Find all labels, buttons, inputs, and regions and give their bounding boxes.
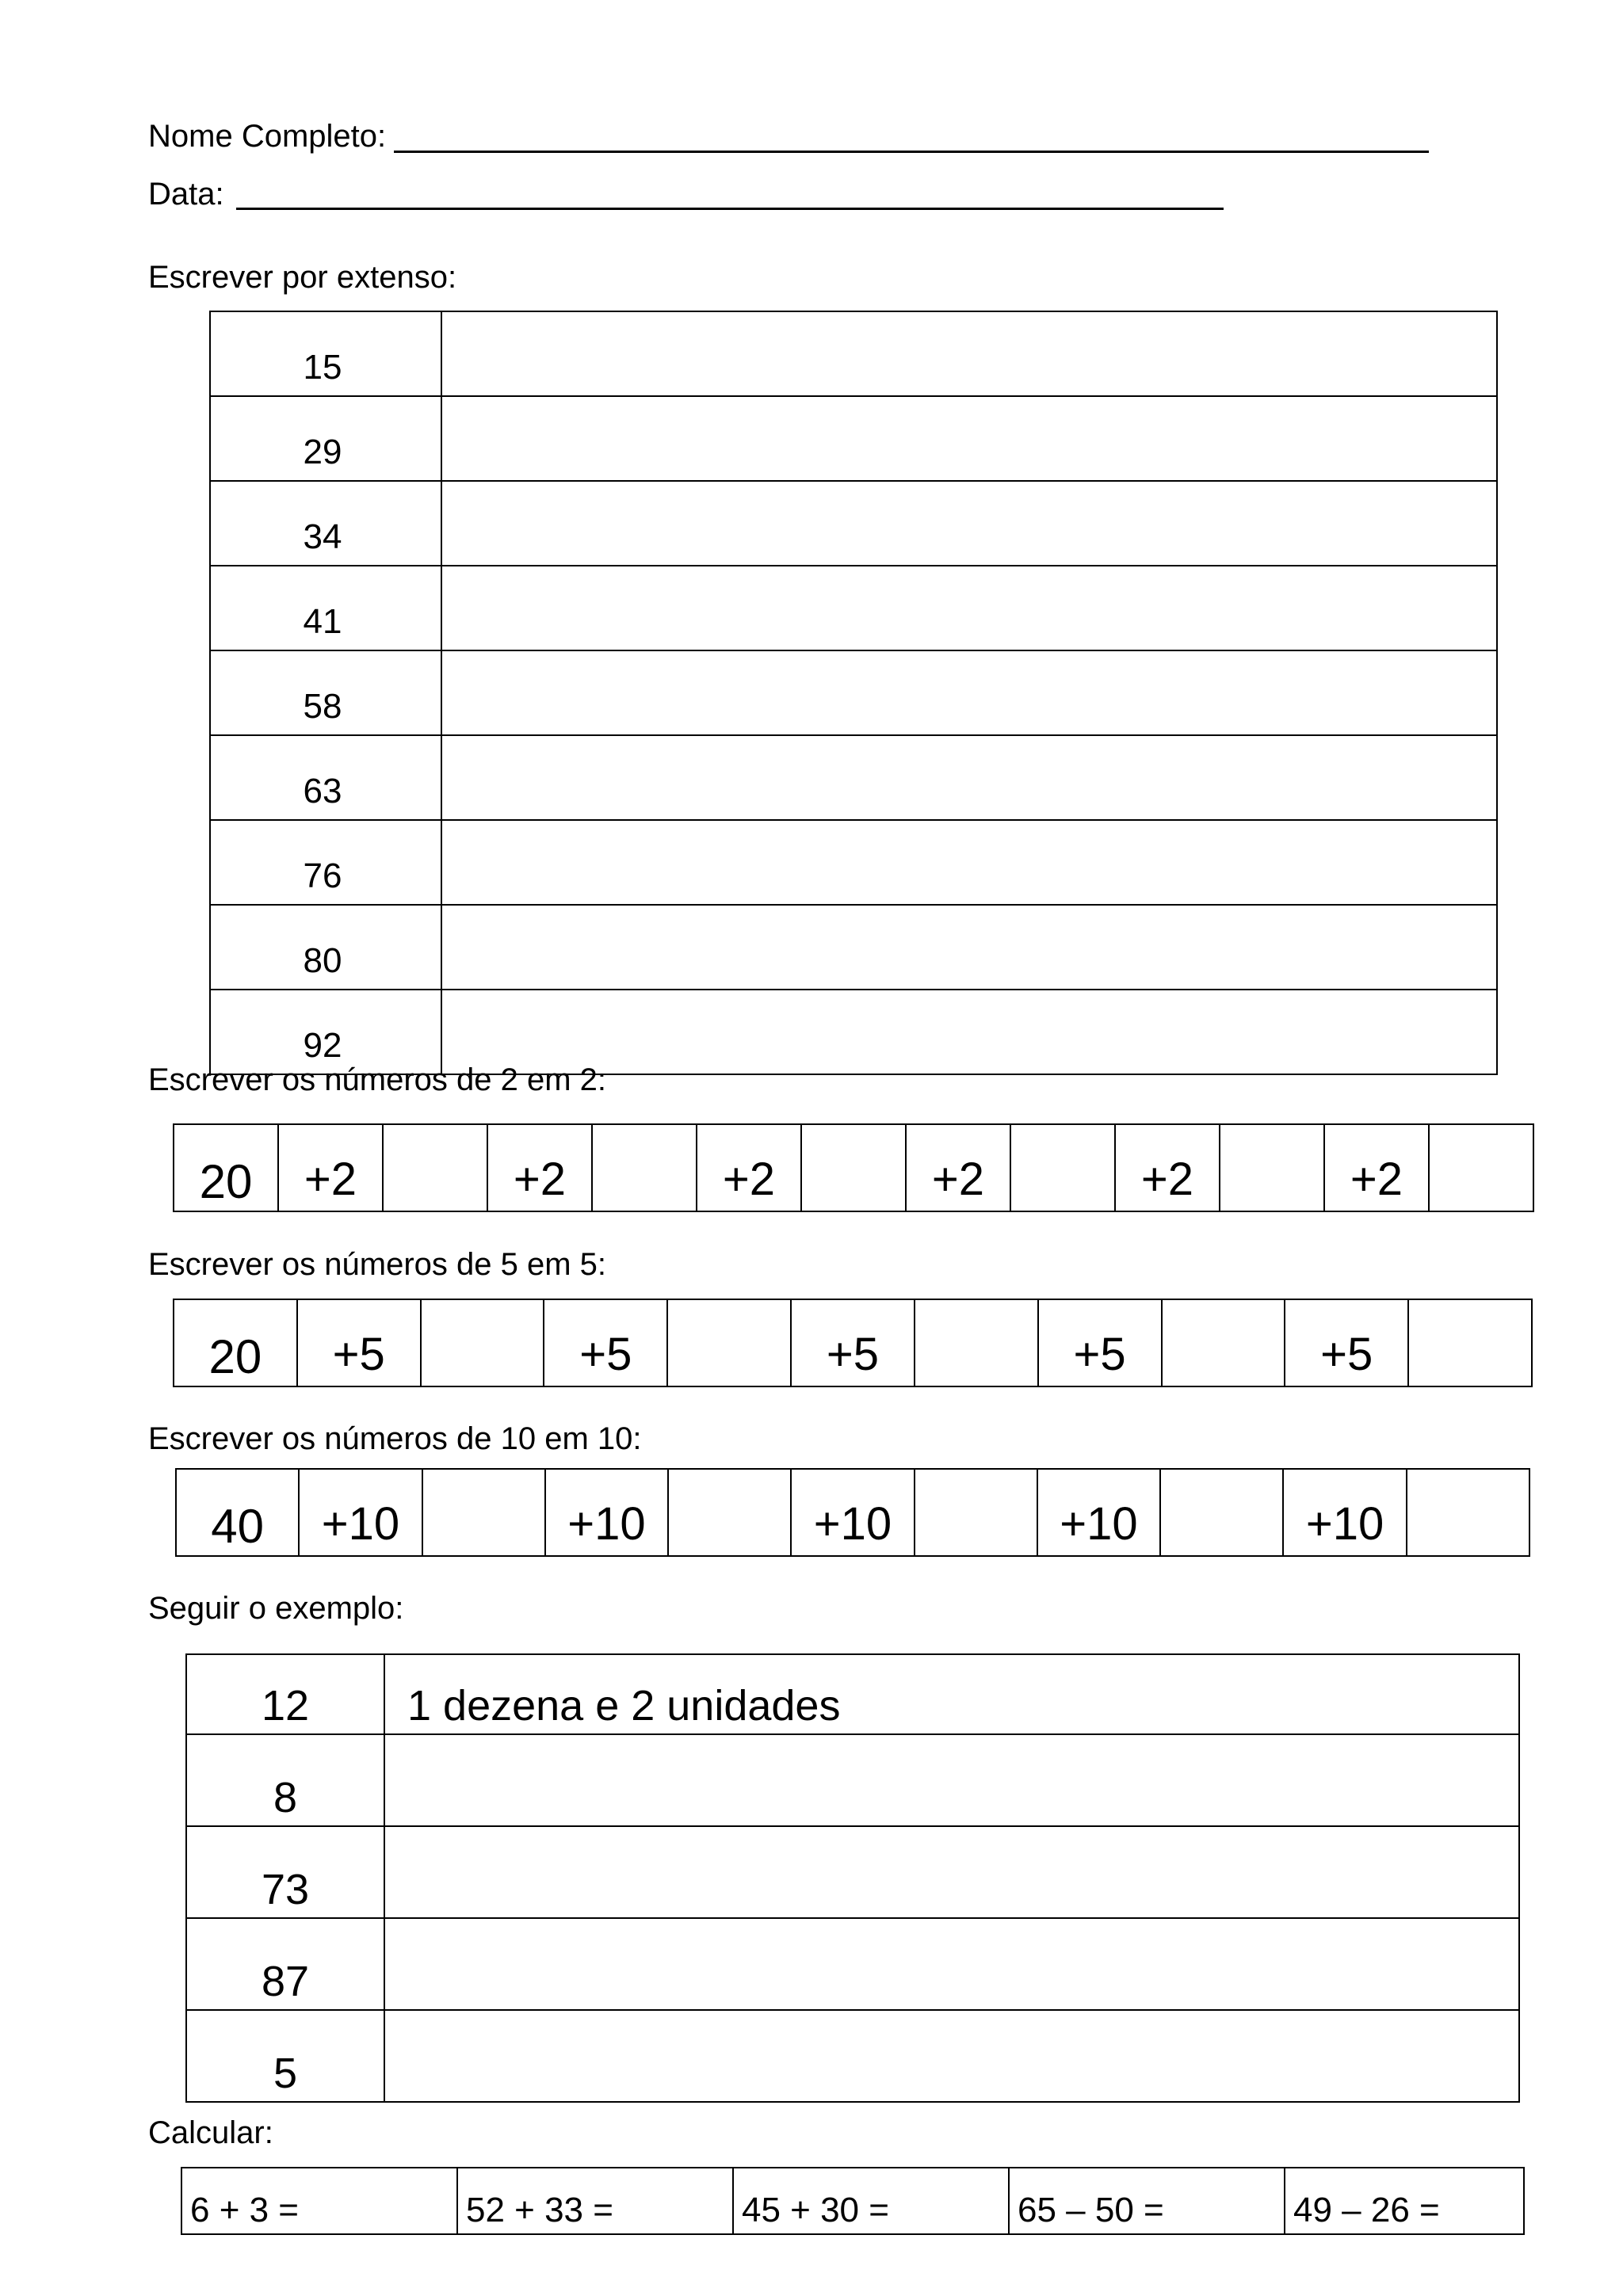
exemplo-number-cell: 5 [186,2010,384,2102]
extenso-row [210,311,1497,396]
seq10-answer-cell[interactable] [1407,1469,1529,1556]
seq5-step-cell: +5 [1038,1299,1162,1386]
extenso-row [210,481,1497,566]
extenso-answer-cell[interactable] [441,481,1497,566]
extenso-table [209,311,1498,1075]
seq10-answer-cell[interactable] [668,1469,791,1556]
exemplo-answer-cell[interactable] [384,1918,1519,2010]
calcular-title: Calcular: [148,2115,273,2150]
exemplo-number-cell: 12 [186,1654,384,1734]
date-label: Data: [148,177,224,212]
extenso-number-cell [210,820,441,905]
seq10-step-cell: +10 [791,1469,914,1556]
date-field[interactable] [236,208,1224,210]
seq2-answer-cell[interactable] [801,1124,906,1211]
seq2-answer-cell[interactable] [1010,1124,1115,1211]
extenso-answer-cell[interactable] [441,650,1497,735]
seq2-step-cell: +2 [906,1124,1010,1211]
extenso-number: 41 [303,602,342,641]
extenso-answer-cell[interactable] [441,396,1497,481]
seq2-step-cell: +2 [1324,1124,1429,1211]
calc-cell[interactable]: 65 – 50 = [1009,2168,1285,2234]
exemplo-number-cell: 73 [186,1826,384,1918]
seq5-answer-cell[interactable] [915,1299,1038,1386]
seq5-table [173,1299,1533,1387]
extenso-answer-cell[interactable] [441,566,1497,650]
seq5-title: Escrever os números de 5 em 5: [148,1247,607,1282]
seq10-answer-cell[interactable] [422,1469,545,1556]
exemplo-title: Seguir o exemplo: [148,1591,404,1626]
extenso-answer-cell[interactable] [441,820,1497,905]
extenso-number-cell [210,311,441,396]
exemplo-row [186,1654,1519,1734]
extenso-number: 63 [303,772,342,810]
seq2-step-cell: +2 [278,1124,383,1211]
extenso-row [210,396,1497,481]
extenso-row [210,566,1497,650]
extenso-answer-cell[interactable] [441,905,1497,990]
exemplo-table [185,1653,1520,2103]
seq5-step-cell: +5 [297,1299,421,1386]
exemplo-row [186,1826,1519,1918]
exemplo-row [186,1734,1519,1826]
calc-cell[interactable]: 49 – 26 = [1285,2168,1524,2234]
seq10-table [175,1468,1530,1557]
exemplo-answer-cell[interactable] [384,1826,1519,1918]
extenso-number: 80 [303,941,342,980]
extenso-number: 58 [303,687,342,726]
seq2-title: Escrever os números de 2 em 2: [148,1062,607,1097]
exemplo-row [186,2010,1519,2102]
exemplo-row [186,1918,1519,2010]
extenso-answer-cell[interactable] [441,990,1497,1074]
seq10-step-cell: +10 [1283,1469,1406,1556]
seq5-step-cell: +5 [791,1299,915,1386]
seq10-start-cell: 40 [176,1469,299,1556]
extenso-number-cell [210,481,441,566]
seq10-title: Escrever os números de 10 em 10: [148,1421,642,1456]
extenso-row [210,905,1497,990]
seq2-answer-cell[interactable] [1220,1124,1324,1211]
seq2-answer-cell[interactable] [592,1124,697,1211]
extenso-number: 15 [303,348,342,387]
seq10-answer-cell[interactable] [915,1469,1037,1556]
extenso-number-cell [210,990,441,1074]
extenso-number: 29 [303,433,342,471]
exemplo-example-text: 1 dezena e 2 unidades [384,1654,1519,1734]
extenso-answer-cell[interactable] [441,311,1497,396]
extenso-number-cell [210,905,441,990]
exemplo-number-cell: 87 [186,1918,384,2010]
calcular-table [181,2167,1525,2235]
seq10-step-cell: +10 [299,1469,422,1556]
calc-cell[interactable]: 45 + 30 = [733,2168,1009,2234]
seq2-start-cell: 20 [174,1124,278,1211]
extenso-answer-cell[interactable] [441,735,1497,820]
seq2-answer-cell[interactable] [383,1124,487,1211]
extenso-row [210,735,1497,820]
extenso-number: 92 [303,1026,342,1065]
seq2-table [173,1123,1534,1212]
extenso-number-cell [210,735,441,820]
exemplo-answer-cell[interactable] [384,2010,1519,2102]
seq2-answer-cell[interactable] [1429,1124,1533,1211]
calc-cell[interactable]: 52 + 33 = [457,2168,733,2234]
name-label: Nome Completo: [148,119,387,154]
exemplo-number-cell: 8 [186,1734,384,1826]
extenso-number-cell [210,650,441,735]
extenso-number-cell [210,396,441,481]
seq5-step-cell: +5 [1285,1299,1408,1386]
name-field[interactable] [394,151,1429,153]
extenso-number: 34 [303,517,342,556]
seq10-answer-cell[interactable] [1160,1469,1283,1556]
seq5-start-cell: 20 [174,1299,297,1386]
extenso-row [210,820,1497,905]
seq10-step-cell: +10 [1037,1469,1160,1556]
extenso-row [210,650,1497,735]
extenso-number-cell [210,566,441,650]
seq2-step-cell: +2 [487,1124,592,1211]
extenso-title: Escrever por extenso: [148,260,457,295]
seq5-answer-cell[interactable] [421,1299,544,1386]
seq5-answer-cell[interactable] [1408,1299,1532,1386]
calc-cell[interactable]: 6 + 3 = [181,2168,457,2234]
extenso-number: 76 [303,856,342,895]
seq2-step-cell: +2 [697,1124,801,1211]
extenso-row [210,990,1497,1074]
seq5-answer-cell[interactable] [667,1299,791,1386]
seq5-answer-cell[interactable] [1162,1299,1285,1386]
seq5-step-cell: +5 [544,1299,667,1386]
seq10-step-cell: +10 [545,1469,668,1556]
seq2-step-cell: +2 [1115,1124,1220,1211]
exemplo-answer-cell[interactable] [384,1734,1519,1826]
